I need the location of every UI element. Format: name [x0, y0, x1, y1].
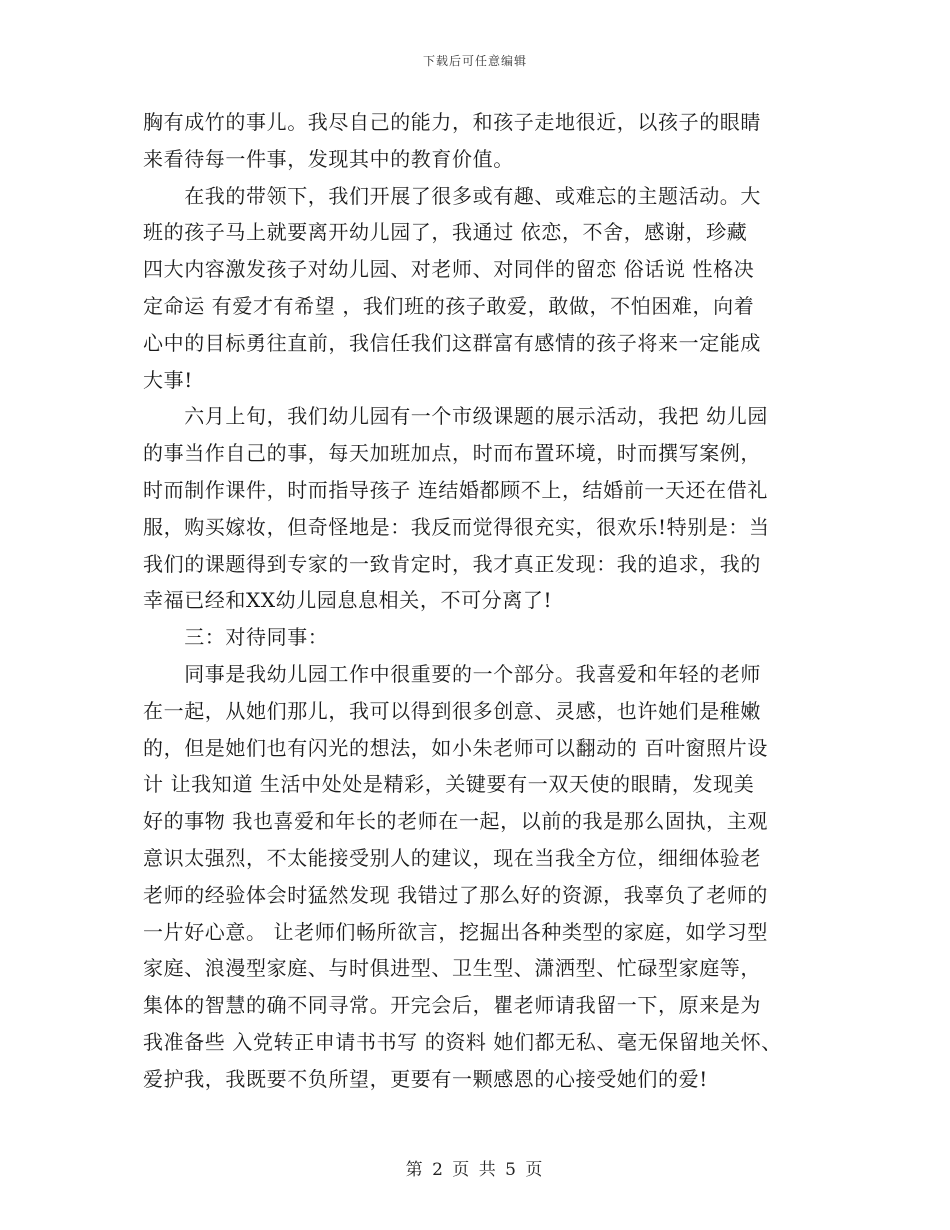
text-line: 时而制作课件，时而指导孩子 连结婚都顾不上，结婚前一天还在借礼 — [143, 477, 768, 502]
text-line: 的，但是她们也有闪光的想法，如小朱老师可以翻动的 百叶窗照片设 — [143, 735, 768, 760]
text-line: 计 让我知道 生活中处处是精彩，关键要有一双天使的眼睛，发现美 — [143, 772, 755, 797]
text-line: 意识太强烈，不太能接受别人的建议，现在当我全方位，细细体验老 — [143, 845, 761, 870]
text-line: 来看待每一件事，发现其中的教育价值。 — [143, 146, 514, 171]
text-line: 一片好心意。 让老师们畅所欲言，挖掘出各种类型的家庭，如学习型 — [143, 919, 768, 944]
text-line: 在一起，从她们那儿，我可以得到很多创意、灵感，也许她们是稚嫩 — [143, 698, 761, 723]
page-footer: 第 2 页 共 5 页 — [405, 1160, 545, 1180]
text-line: 四大内容激发孩子对幼儿园、对老师、对同伴的留恋 俗话说 性格决 — [143, 257, 755, 282]
document-body — [143, 104, 823, 1098]
text-line: 大事! — [143, 367, 193, 392]
text-line: 我们的课题得到专家的一致肯定时，我才真正发现：我的追求，我的 — [143, 551, 761, 576]
text-line: 好的事物 我也喜爱和年长的老师在一起，以前的我是那么固执，主观 — [143, 809, 768, 834]
text-line: 定命运 有爱才有希望 ，我们班的孩子敢爱，敢做，不怕困难，向着 — [143, 293, 755, 318]
text-line: 爱护我，我既要不负所望，更要有一颗感恩的心接受她们的爱! — [143, 1066, 708, 1091]
text-line: 心中的目标勇往直前，我信任我们这群富有感情的孩子将来一定能成 — [143, 330, 761, 355]
text-line: 胸有成竹的事儿。我尽自己的能力，和孩子走地很近，以孩子的眼睛 — [143, 110, 761, 134]
text-line: 六月上旬，我们幼儿园有一个市级课题的展示活动，我把 幼儿园 — [143, 404, 768, 429]
page-header: 下载后可任意编辑 — [422, 54, 527, 68]
text-line: 同事是我幼儿园工作中很重要的一个部分。我喜爱和年轻的老师 — [143, 661, 761, 686]
text-line: 老师的经验体会时猛然发现 我错过了那么好的资源，我辜负了老师的 — [143, 882, 768, 907]
text-line: 家庭、浪漫型家庭、与时俱进型、卫生型、潇洒型、忙碌型家庭等， — [143, 956, 761, 981]
text-line: 班的孩子马上就要离开幼儿园了，我通过 依恋，不舍，感谢，珍藏 — [143, 220, 748, 245]
text-line: 服，购买嫁妆，但奇怪地是：我反而觉得很充实，很欢乐!特别是：当 — [143, 514, 770, 539]
text-line: 我准备些 入党转正申请书书写 的资料 她们都无私、毫无保留地关怀、 — [143, 1029, 782, 1054]
text-line: 幸福已经和XX幼儿园息息相关，不可分离了! — [143, 588, 553, 613]
text-line: 集体的智慧的确不同寻常。开完会后，瞿老师请我留一下，原来是为 — [143, 993, 761, 1018]
text-line: 三：对待同事： — [143, 625, 329, 650]
text-line: 的事当作自己的事，每天加班加点，时而布置环境，时而撰写案例， — [143, 441, 761, 466]
text-line: 在我的带领下，我们开展了很多或有趣、或难忘的主题活动。大 — [143, 183, 761, 208]
